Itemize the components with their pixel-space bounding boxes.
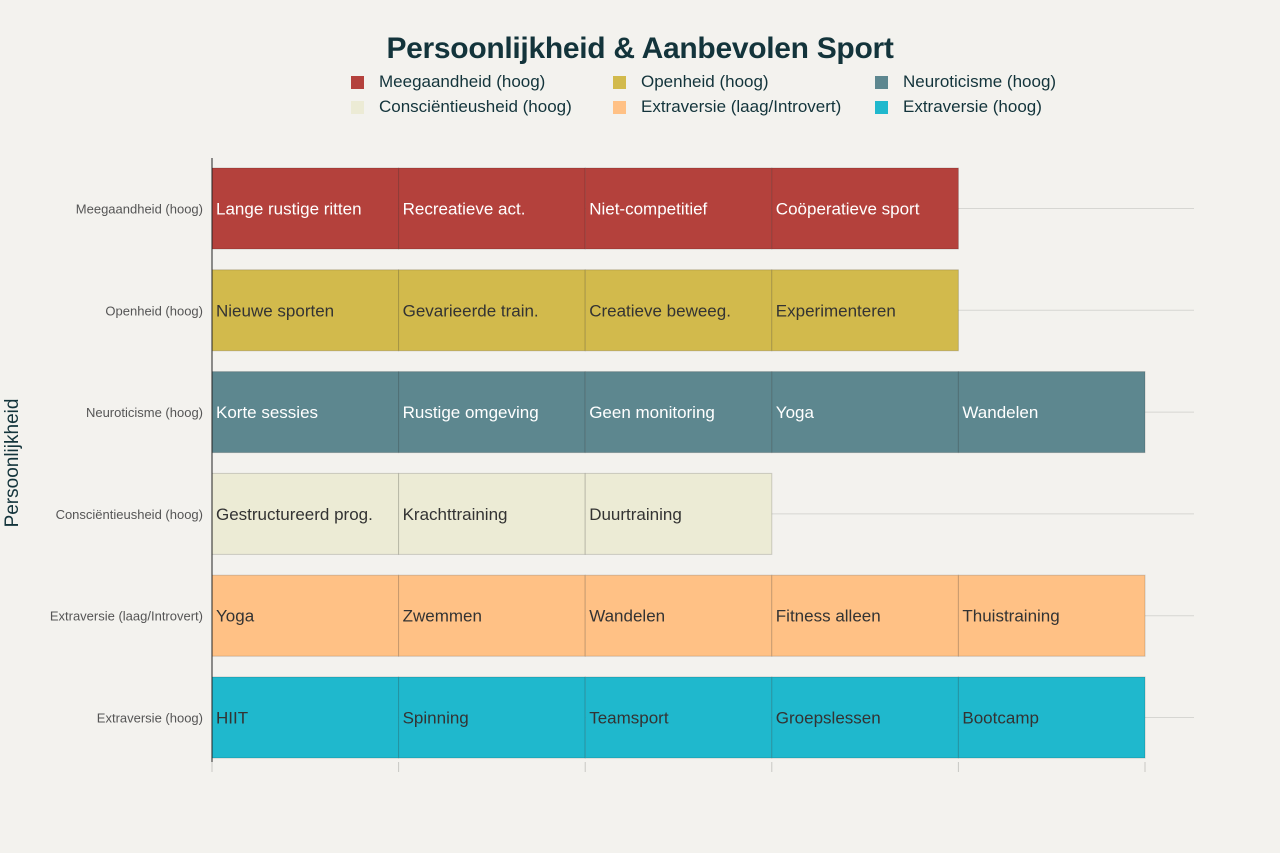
- bar-segment-label: Geen monitoring: [589, 403, 715, 423]
- bar-segment-label: Groepslessen: [775, 708, 881, 728]
- bar-segment-label: Wandelen: [589, 606, 666, 626]
- bar-segment-label: Lange rustige ritten: [216, 199, 362, 219]
- bar-segment-label: Nieuwe sporten: [216, 301, 335, 321]
- y-tick-label: Neuroticisme (hoog): [85, 405, 203, 421]
- bar-segment-label: Yoga: [216, 606, 255, 626]
- bar-segment-label: Duurtraining: [589, 504, 682, 524]
- bar-segment-label: Coöperatieve sport: [775, 199, 920, 219]
- y-axis-title: Persoonlijkheid: [2, 398, 23, 528]
- legend-label: Consciëntieusheid (hoog): [379, 97, 572, 116]
- bar-segment-label: Spinning: [402, 708, 469, 728]
- bar-segment-label: Recreatieve act.: [402, 199, 526, 219]
- bar-segment-label: Krachttraining: [402, 504, 508, 524]
- bar-segment-label: Gestructureerd prog.: [216, 504, 373, 524]
- legend-label: Openheid (hoog): [641, 72, 769, 91]
- y-tick-label: Extraversie (laag/Introvert): [49, 608, 203, 624]
- bar-segment-label: Thuistraining: [962, 606, 1060, 626]
- bar-segment-label: Experimenteren: [775, 301, 896, 321]
- bar-segment-label: Korte sessies: [216, 403, 319, 423]
- legend-label: Extraversie (laag/Introvert): [641, 97, 842, 116]
- legend-label: Meegaandheid (hoog): [379, 72, 546, 91]
- bar-segment-label: Teamsport: [589, 708, 669, 728]
- bar-segment-label: Bootcamp: [962, 708, 1039, 728]
- bar-segment-label: Fitness alleen: [775, 606, 881, 626]
- bar-segment-label: Niet-competitief: [589, 199, 708, 219]
- bar-segment-label: Creatieve beweeg.: [589, 301, 731, 321]
- legend-label: Extraversie (hoog): [903, 97, 1042, 116]
- bar-segment-label: Zwemmen: [402, 606, 482, 626]
- bar-segment-label: Yoga: [775, 403, 814, 423]
- y-tick-label: Meegaandheid (hoog): [75, 201, 203, 217]
- chart-title: Persoonlijkheid & Aanbevolen Sport: [386, 32, 894, 65]
- bar-segment-label: Wandelen: [962, 403, 1039, 423]
- bars: [212, 168, 1145, 758]
- y-tick-label: Openheid (hoog): [105, 303, 203, 319]
- bar-segment-label: Gevarieerde train.: [402, 301, 539, 321]
- bar-segment-label: HIIT: [216, 708, 249, 728]
- legend-label: Neuroticisme (hoog): [903, 72, 1057, 91]
- y-tick-label: Extraversie (hoog): [96, 710, 203, 726]
- y-tick-label: Consciëntieusheid (hoog): [55, 506, 203, 522]
- bar-segment-label: Rustige omgeving: [402, 403, 539, 423]
